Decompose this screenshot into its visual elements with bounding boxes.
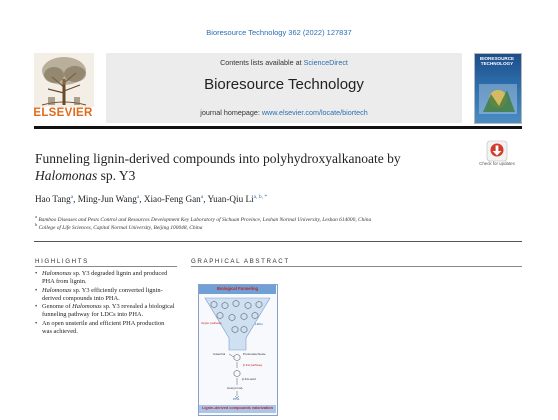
- highlights-rule: [35, 266, 177, 267]
- title-rest: sp. Y3: [97, 168, 136, 183]
- affiliation-a: $^a$ Bamboo Diseases and Pests Control and Resources Development Key Laboratory of Sichuan Province, Leshan Normal University, Leshan 614000, China: [35, 214, 372, 223]
- list-item: • Genome of Halomonas sp. Y3 revealed a biological funneling pathway for LDCs into PHA.: [35, 303, 175, 319]
- article-title: [35, 150, 465, 184]
- ga-catechol-label: Catechol: [213, 352, 226, 356]
- publisher-logo-text: ELSEVIER: [33, 107, 93, 119]
- contents-availability: [106, 58, 462, 67]
- ga-bka-acid-label: β-KA-acid: [242, 377, 256, 381]
- sciencedirect-link[interactable]: ScienceDirect: [303, 58, 348, 67]
- highlights-heading: HIGHLIGHTS: [35, 258, 89, 265]
- check-for-updates-label: Check for updates: [479, 161, 515, 166]
- ga-acetylcoa-label: Acetyl-CoA: [227, 386, 243, 390]
- ga-bka-pathway-label: β-KA pathway: [243, 363, 263, 367]
- list-item: • An open unsterile and efficient PHA production was achieved.: [35, 320, 175, 336]
- graphical-abstract-top-label: Biological Funneling: [216, 286, 259, 291]
- author-affiliation-marker[interactable]: a: [200, 194, 204, 200]
- contents-prefix: Contents lists available at: [220, 58, 304, 67]
- author[interactable]: Xiao-Feng Gan$^a$: [143, 194, 204, 205]
- journal-reference-link[interactable]: Bioresource Technology 362 (2022) 127837: [206, 28, 352, 37]
- graphical-abstract-heading: GRAPHICAL ABSTRACT: [191, 258, 290, 265]
- author-list: Hao Tang$^a$, Ming-Jun Wang$^a$, Xiao-Feng Gan$^a$, Yuan-Qiu $Li^{a, b, *}$: [35, 194, 268, 205]
- ga-upper-pathway-label: Upper pathway: [201, 321, 222, 325]
- list-item: • Halomonas sp. Y3 efficiently converted lignin-derived compounds into PHA.: [35, 287, 175, 303]
- homepage-link[interactable]: www.elsevier.com/locate/biortech: [261, 108, 368, 117]
- affiliation-b: $^b$ College of Life Sciences, Capital Normal University, Beijing 100048, China: [35, 222, 203, 231]
- title-line1: Funneling lignin-derived compounds into polyhydroxyalkanoate by: [35, 151, 401, 166]
- homepage-prefix: journal homepage:: [200, 108, 262, 117]
- graphical-abstract-rule: [191, 266, 522, 267]
- author-affiliation-marker[interactable]: a: [70, 194, 74, 200]
- author-affiliation-marker[interactable]: a: [136, 194, 140, 200]
- header-divider: [34, 126, 522, 129]
- ga-protocatechuate-label: Protocatechuate: [243, 352, 266, 356]
- ga-pha-label: PHA: [233, 397, 240, 401]
- author[interactable]: Ming-Jun Wang$^a$: [77, 194, 140, 205]
- journal-homepage: [106, 108, 462, 117]
- author[interactable]: Yuan-Qiu $Li^{a, b, *}$: [207, 194, 268, 205]
- section-divider: [34, 241, 522, 242]
- graphical-abstract-diagram: [199, 294, 276, 405]
- title-genus: Halomonas: [35, 168, 98, 183]
- list-item: • Halomonas sp. Y3 degraded lignin and produced PHA from lignin.: [35, 270, 175, 286]
- author-affiliation-marker[interactable]: a, b, *: [253, 194, 268, 200]
- highlights-list: [35, 270, 175, 337]
- ga-ldcs-label: LDCs: [255, 322, 263, 326]
- graphical-abstract-bottom-label: Lignin-derived compounds valorization: [202, 406, 273, 410]
- author[interactable]: Hao Tang$^a$: [35, 194, 74, 205]
- journal-title: Bioresource Technology: [204, 76, 364, 93]
- check-for-updates-icon[interactable]: [480, 140, 514, 176]
- cover-title: BIORESOURCE TECHNOLOGY: [479, 56, 515, 66]
